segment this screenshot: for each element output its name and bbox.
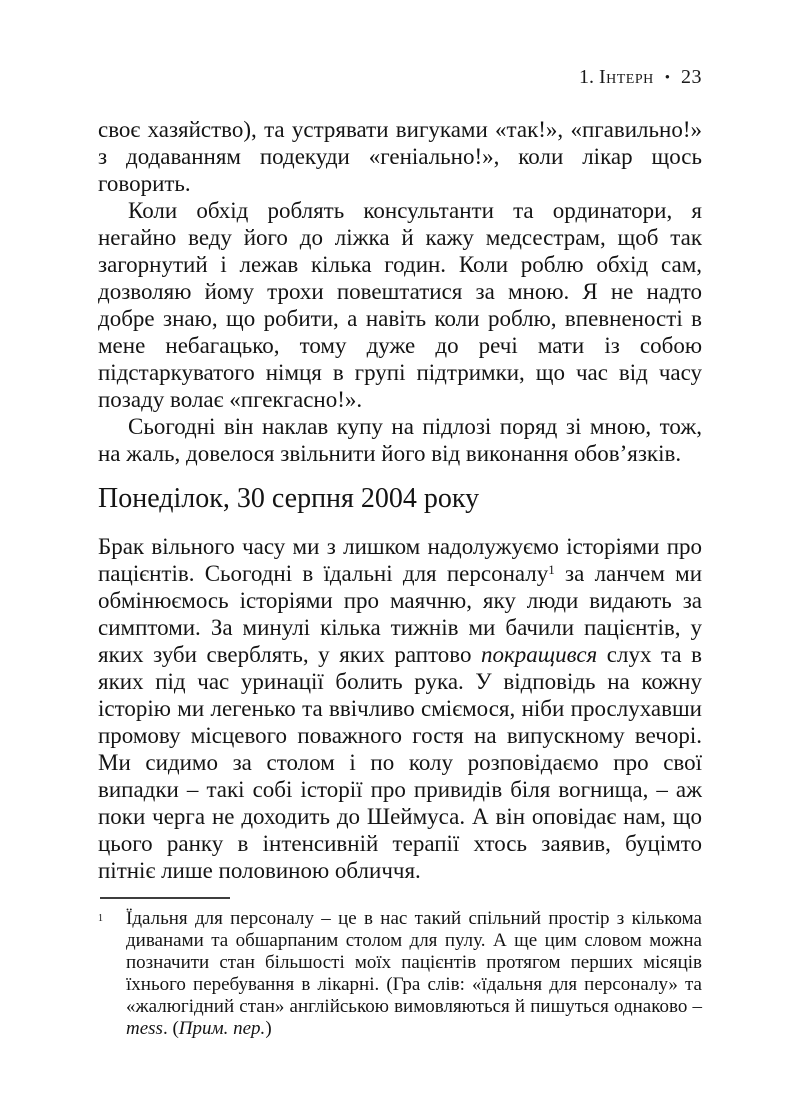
footnote-separator-rule — [100, 897, 230, 899]
paragraph — [98, 197, 702, 413]
paragraph — [98, 116, 702, 197]
paragraphs-before-heading — [98, 116, 702, 467]
footnote-marker-number: 1 — [98, 913, 103, 924]
text-run: Брак вільного часу ми з лишком надолужуємо історіями про пацієнтів. Сьогодні в їдальні для персоналу — [98, 534, 702, 586]
chapter-number: 1. — [578, 66, 594, 88]
footnote — [98, 908, 702, 1040]
paragraph — [98, 533, 702, 884]
running-header — [98, 66, 702, 89]
body-text — [98, 116, 702, 884]
text-run: ) — [265, 1018, 272, 1039]
italic-text-run: Прим. пер. — [178, 1018, 266, 1039]
chapter-title: Інтерн — [598, 66, 654, 88]
text-run: Їдальня для персоналу – це в нас такий спільний простір з кількома диванами та обшарпаним столом для пулу. А ще цим словом можна позначити стан більшості моїх пацієнтів протягом перших місяців їхнього перебування в лікарні. (Гра слів: «їдальня для персоналу» та «жалюгідний стан» англійською вимовляються й пишуться однаково – — [126, 908, 702, 1017]
paragraphs-after-heading — [98, 533, 702, 884]
page-number: 23 — [681, 66, 702, 88]
text-run: своє хазяйство), та устрявати вигуками «так!», «пгавильно!» з додаванням подекуди «геніально!», коли лікар щось говорить. — [98, 117, 702, 196]
bullet-separator: • — [664, 70, 670, 86]
text-run: . ( — [162, 1018, 179, 1039]
paragraph — [98, 413, 702, 467]
text-run: Коли обхід роблять консультанти та ординатори, я негайно веду його до ліжка й кажу медсестрам, щоб так загорнутий і лежав кілька годин. Коли роблю обхід сам, дозволяю йому трохи повештатися за мною. Я не надто добре знаю, що робити, а навіть коли роблю, впевненості в мене небагацько, тому дуже до речі мати із собою підстаркуватого німця в групі підтримки, що час від часу позаду волає «пгекгасно!». — [98, 198, 702, 412]
italic-text-run: mess — [126, 1018, 163, 1039]
text-run: за ланчем ми обмінюємось історіями про маячню, яку люди видають за симптоми. За минулі кілька тижнів ми бачили пацієнтів, у яких зуби сверблять, у яких раптово — [98, 561, 702, 667]
italic-text-run: покращився — [481, 642, 598, 667]
footnote-reference: 1 — [548, 562, 555, 577]
footnote-area — [98, 897, 702, 1040]
text-run: Сьогодні він наклав купу на підлозі поряд зі мною, тож, на жаль, довелося звільнити його від виконання обов’язків. — [98, 414, 702, 466]
section-heading: Понеділок, 30 серпня 2004 року — [98, 483, 480, 514]
footnote-marker — [98, 908, 126, 933]
footnote-text — [126, 908, 702, 1040]
text-run: слух та в яких під час уринації болить рука. У відповідь на кожну історію ми легенько та ввічливо сміємося, ніби прослухавши промову місцевого поважного гостя на випускному вечорі. Ми сидимо за столом і по колу розповідаємо про свої випадки – такі собі історії про привидів біля вогнища, – аж поки черга не доходить до Шеймуса. А він оповідає нам, що цього ранку в інтенсивній терапії хтось заявив, буцімто пітніє лише половиною обличчя. — [98, 642, 702, 883]
